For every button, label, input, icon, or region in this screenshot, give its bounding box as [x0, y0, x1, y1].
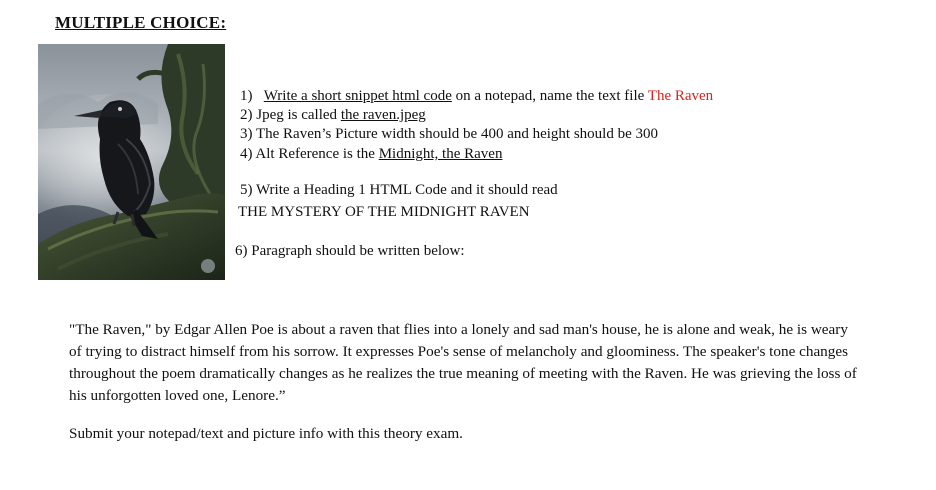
- page-heading: MULTIPLE CHOICE:: [55, 13, 227, 32]
- instruction-5-text: 5) Write a Heading 1 HTML Code and it should read: [240, 182, 558, 198]
- instruction-1-text: on a notepad, name the text file: [451, 88, 648, 104]
- instruction-5: [240, 181, 558, 200]
- instruction-6-text: 6) Paragraph should be written below:: [235, 243, 465, 259]
- instruction-1-underlined: Write a short snippet html code: [263, 88, 452, 104]
- instruction-1-filename: The Raven: [647, 88, 714, 104]
- raven-paragraph: "The Raven," by Edgar Allen Poe is about a raven that flies into a lonely and sad man's house, he is alone and weak, he is weary of trying to distract himself from his sorrow. It expresses Poe's sense of melancholy and gloominess. The speaker's tone changes throughout the poem dramatically changes as he realizes the true meaning of meeting with the Raven. He was grieving the loss of his unforgotten loved one, Lenore.”: [69, 321, 857, 404]
- instruction-1: [240, 87, 713, 106]
- raven-picture: [38, 44, 225, 280]
- instruction-3-text: 3) The Raven’s Picture width should be 400 and height should be 300: [240, 126, 659, 142]
- submit-instruction: Submit your notepad/text and picture info with this theory exam.: [69, 425, 463, 442]
- instruction-2: [240, 106, 426, 125]
- instruction-2-underlined: the raven.jpeg: [340, 107, 426, 123]
- instruction-6: [235, 242, 465, 261]
- instruction-5-heading-text: THE MYSTERY OF THE MIDNIGHT RAVEN: [238, 204, 530, 220]
- instruction-1-number: 1): [240, 88, 253, 104]
- instruction-2-text: 2) Jpeg is called: [240, 107, 341, 123]
- instruction-4-text: 4) Alt Reference is the: [240, 146, 379, 162]
- instruction-3: [240, 125, 658, 144]
- instruction-4-underlined: Midnight, the Raven: [378, 146, 503, 162]
- instruction-4: [240, 145, 502, 164]
